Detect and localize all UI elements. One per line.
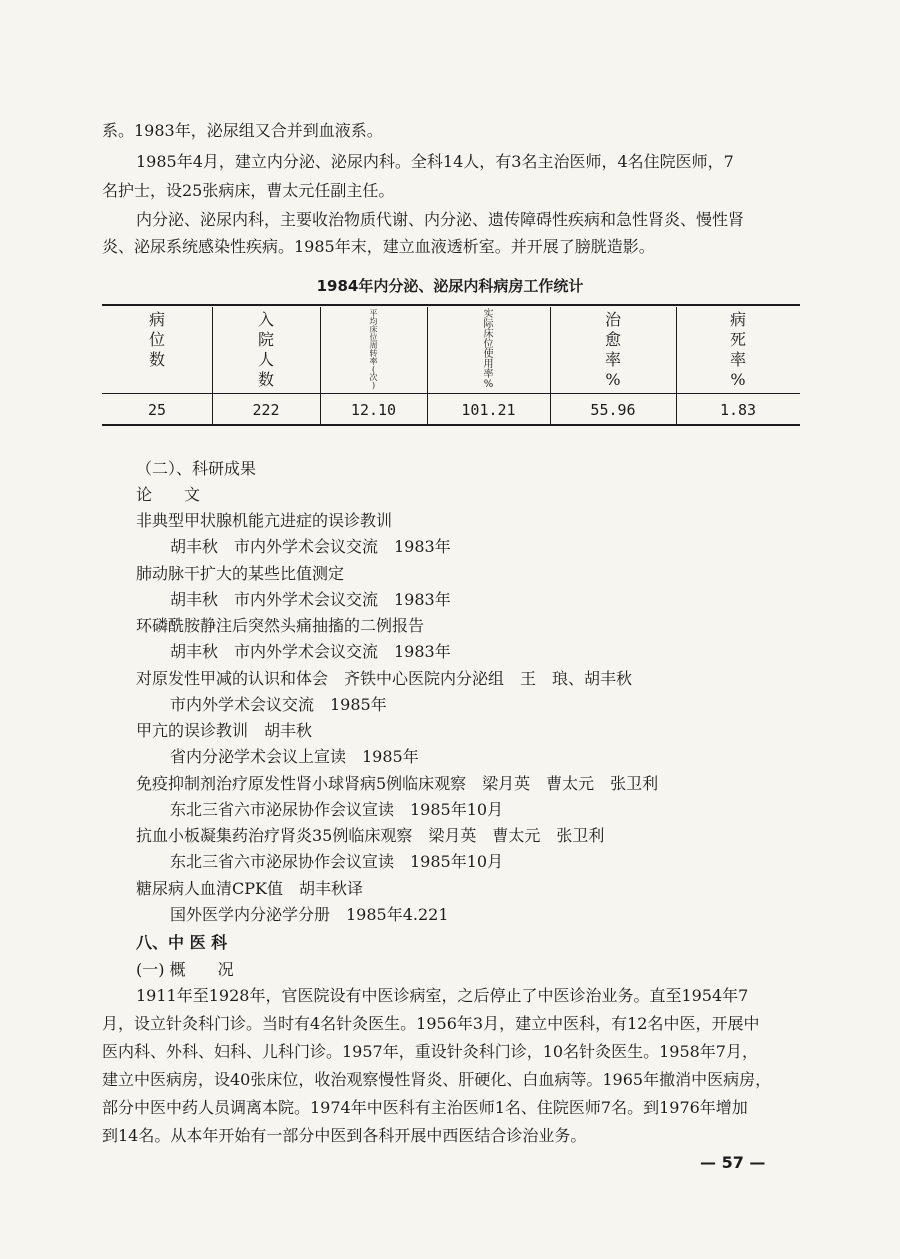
paper-title: 糖尿病人血清CPK值 胡丰秋译 [136, 879, 363, 898]
page-number: — 57 — [700, 1153, 766, 1172]
paragraph-line: 到14名。从本年开始有一部分中医到各科开展中西医结合诊治业务。 [102, 1126, 587, 1145]
table-bottom-rule [102, 424, 800, 426]
table-header-cell: 平 均 床 位 周 转 率 ( 次 ) [369, 309, 378, 390]
paragraph-line: 炎、泌尿系统感染性疾病。1985年末，建立血液透析室。并开展了膀胱造影。 [102, 237, 655, 256]
table-top-rule [102, 304, 800, 306]
paper-detail: 省内分泌学术会议上宣读 1985年 [170, 747, 419, 766]
paper-title: 环磷酰胺静注后突然头痛抽搐的二例报告 [136, 616, 425, 635]
paragraph-line: 名护士，设25张病床，曹太元任副主任。 [102, 181, 395, 200]
table-cell: 55.96 [590, 401, 636, 419]
paper-title: 抗血小板凝集药治疗肾炎35例临床观察 梁月英 曹太元 张卫利 [136, 826, 605, 845]
table-cell: 222 [252, 401, 280, 419]
paper-detail: 国外医学内分泌学分册 1985年4.221 [170, 905, 449, 924]
paragraph-line: 系。1983年，泌尿组又合并到血液系。 [102, 121, 383, 140]
paper-detail: 市内外学术会议交流 1985年 [170, 695, 387, 714]
paragraph-line: 1911年至1928年，官医院设有中医诊病室，之后停止了中医诊治业务。直至1954年7 [136, 986, 749, 1005]
table-header-rule [102, 393, 800, 394]
paragraph-line: 建立中医病房，设40张床位，收治观察慢性肾炎、肝硬化、白血病等。1965年撤消中医病房， [102, 1070, 772, 1089]
paper-title: 肺动脉干扩大的某些比值测定 [136, 564, 345, 583]
paper-title: 对原发性甲减的认识和体会 齐铁中心医院内分泌组 王 琅、胡丰秋 [136, 669, 633, 688]
paper-detail: 胡丰秋 市内外学术会议交流 1983年 [170, 642, 451, 661]
paragraph-line: 1985年4月，建立内分泌、泌尿内科。全科14人，有3名主治医师，4名住院医师，7 [136, 152, 734, 171]
papers-heading: 论 文 [136, 485, 201, 504]
paragraph-line: 医内科、外科、妇科、儿科门诊。1957年，重设针灸科门诊，10名针灸医生。1958年7月， [102, 1042, 758, 1061]
section-heading: （二）、科研成果 [136, 459, 257, 478]
paragraph-line: 内分泌、泌尿内科，主要收治物质代谢、内分泌、遗传障碍性疾病和急性肾炎、慢性肾 [136, 210, 745, 229]
paper-detail: 东北三省六市泌尿协作会议宣读 1985年10月 [170, 800, 504, 819]
paragraph-line: 部分中医中药人员调离本院。1974年中医科有主治医师1名、住院医师7名。到1976年增加 [102, 1098, 748, 1117]
table-cell: 12.10 [350, 401, 397, 419]
paper-detail: 胡丰秋 市内外学术会议交流 1983年 [170, 590, 451, 609]
table-header-cell: 治 愈 率 % [604, 310, 621, 389]
table-cell: 25 [147, 401, 167, 419]
chapter-heading: 八、中 医 科 [136, 933, 228, 952]
paper-title: 免疫抑制剂治疗原发性肾小球肾病5例临床观察 梁月英 曹太元 张卫利 [136, 774, 659, 793]
table-header-cell: 病 位 数 [148, 310, 165, 369]
paper-detail: 东北三省六市泌尿协作会议宣读 1985年10月 [170, 852, 504, 871]
paper-title: 非典型甲状腺机能亢进症的误诊教训 [136, 511, 393, 530]
table-header-cell: 实 际 床 位 使 用 率 % [483, 309, 494, 390]
subheading: (一) 概 况 [136, 960, 234, 979]
table-title: 1984年内分泌、泌尿内科病房工作统计 [316, 277, 584, 295]
paragraph-line: 月，设立针灸科门诊。当时有4名针灸医生。1956年3月，建立中医科，有12名中医，开展中 [102, 1014, 760, 1033]
paper-detail: 胡丰秋 市内外学术会议交流 1983年 [170, 537, 451, 556]
table-cell: 101.21 [461, 401, 516, 419]
table-cell: 1.83 [719, 401, 757, 419]
table-header-cell: 病 死 率 % [729, 310, 746, 389]
table-header-cell: 入 院 人 数 [257, 310, 274, 389]
paper-title: 甲亢的误诊教训 胡丰秋 [136, 721, 313, 740]
